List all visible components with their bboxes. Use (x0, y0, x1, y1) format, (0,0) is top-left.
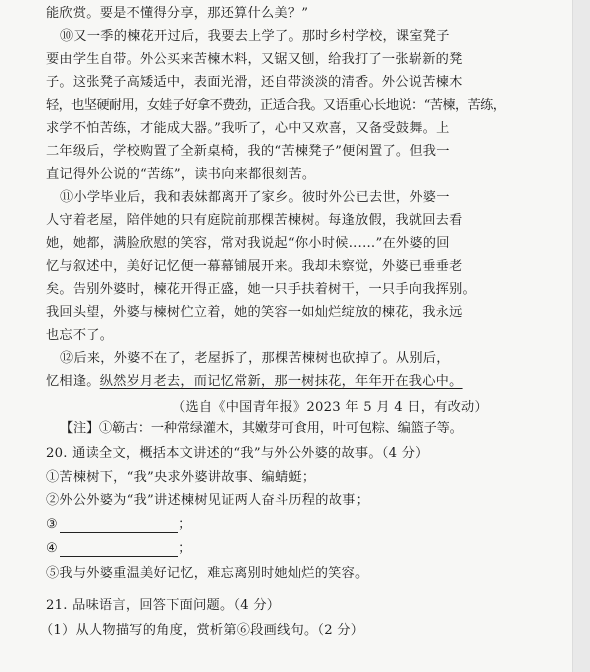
passage-line: 轻，也坚硬耐用，女娃子好拿不费劲，正适合我。又语重心长地说：“苦楝，苦练， (46, 98, 506, 113)
passage-line: 二年级后，学校购置了全新桌椅，我的“苦楝凳子”便闲置了。但我一 (46, 144, 450, 159)
answer-item: ②外公外婆为“我”讲述楝树见证两人奋斗历程的故事； (46, 493, 370, 508)
passage-line: 也忘不了。 (46, 328, 114, 343)
passage-text: 忆相逢。 (46, 374, 100, 389)
question-21-sub1: （1）从人物描写的角度，赏析第⑥段画线句。（2 分） (40, 623, 365, 638)
passage-line: 我回头望，外婆与楝树伫立着，她的笑容一如灿烂绽放的楝花，我永远 (46, 305, 463, 320)
item-number: ④ (46, 541, 59, 556)
question-21-prompt: 21. 品味语言，回答下面问题。（4 分） (46, 598, 281, 613)
item-end: ； (178, 517, 192, 532)
underlined-sentence: 纵然岁月老去，而记忆常新，那一树抹花，年年开在我心中。 (99, 374, 463, 389)
passage-line: ⑫后来，外婆不在了，老屋拆了，那棵苦楝树也砍掉了。从别后， (60, 351, 450, 366)
passage-line: 求学不怕苦练，才能成大器。”我听了，心中又欢喜，又备受鼓舞。上 (46, 121, 450, 136)
passage-line: 忆与叙述中，美好记忆便一幕幕铺展开来。我却未察觉，外婆已垂垂老 (46, 259, 463, 274)
passage-line: 直记得外公说的“苦练”，读书向来都很刻苦。 (46, 167, 316, 182)
page-edge (572, 0, 590, 672)
passage-line: 能欣赏。要是不懂得分享，那还算什么美？” (46, 6, 309, 21)
passage-line: 子。这张凳子高矮适中，表面光滑，还自带淡淡的清香。外公说苦楝木 (46, 75, 463, 90)
footnote: 【注】①簕古：一种常绿灌木，其嫩芽可食用，叶可包粽、编篮子等。 (60, 421, 463, 436)
answer-item: ①苦楝树下，“我”央求外婆讲故事、编蜻蜓； (46, 470, 316, 485)
question-20-prompt: 20. 通读全文，概括本文讲述的“我”与外公外婆的故事。（4 分） (46, 446, 429, 461)
item-number: ③ (46, 517, 59, 532)
passage-line: 要由学生自带。外公买来苦楝木料，又锯又刨，给我打了一张崭新的凳 (46, 52, 463, 67)
passage-line: ⑪小学毕业后，我和表妹都离开了家乡。彼时外公已去世，外婆一 (60, 190, 450, 205)
answer-blank-row (46, 541, 532, 557)
source-note: （选自《中国青年报》2023 年 5 月 4 日，有改动） (172, 400, 488, 415)
passage-line: 她，她都，满脸欣慰的笑容，常对我说起“你小时候……”在外婆的回 (46, 236, 450, 251)
passage-line: 人守着老屋，陪伴她的只有庭院前那棵苦楝树。每逢放假，我就回去看 (46, 213, 463, 228)
answer-blank-row (46, 517, 532, 533)
answer-item: ⑤我与外婆重温美好记忆，难忘离别时她灿烂的笑容。 (46, 566, 369, 581)
passage-line: ⑩又一季的楝花开过后，我要去上学了。那时乡村学校，课室凳子 (60, 29, 450, 44)
passage-line (46, 374, 532, 390)
answer-blank[interactable] (60, 520, 178, 533)
passage-line: 矣。告别外婆时，楝花开得正盛，她一只手扶着树干，一只手向我挥别。 (46, 282, 476, 297)
answer-blank[interactable] (60, 544, 178, 557)
item-end: ； (178, 541, 192, 556)
